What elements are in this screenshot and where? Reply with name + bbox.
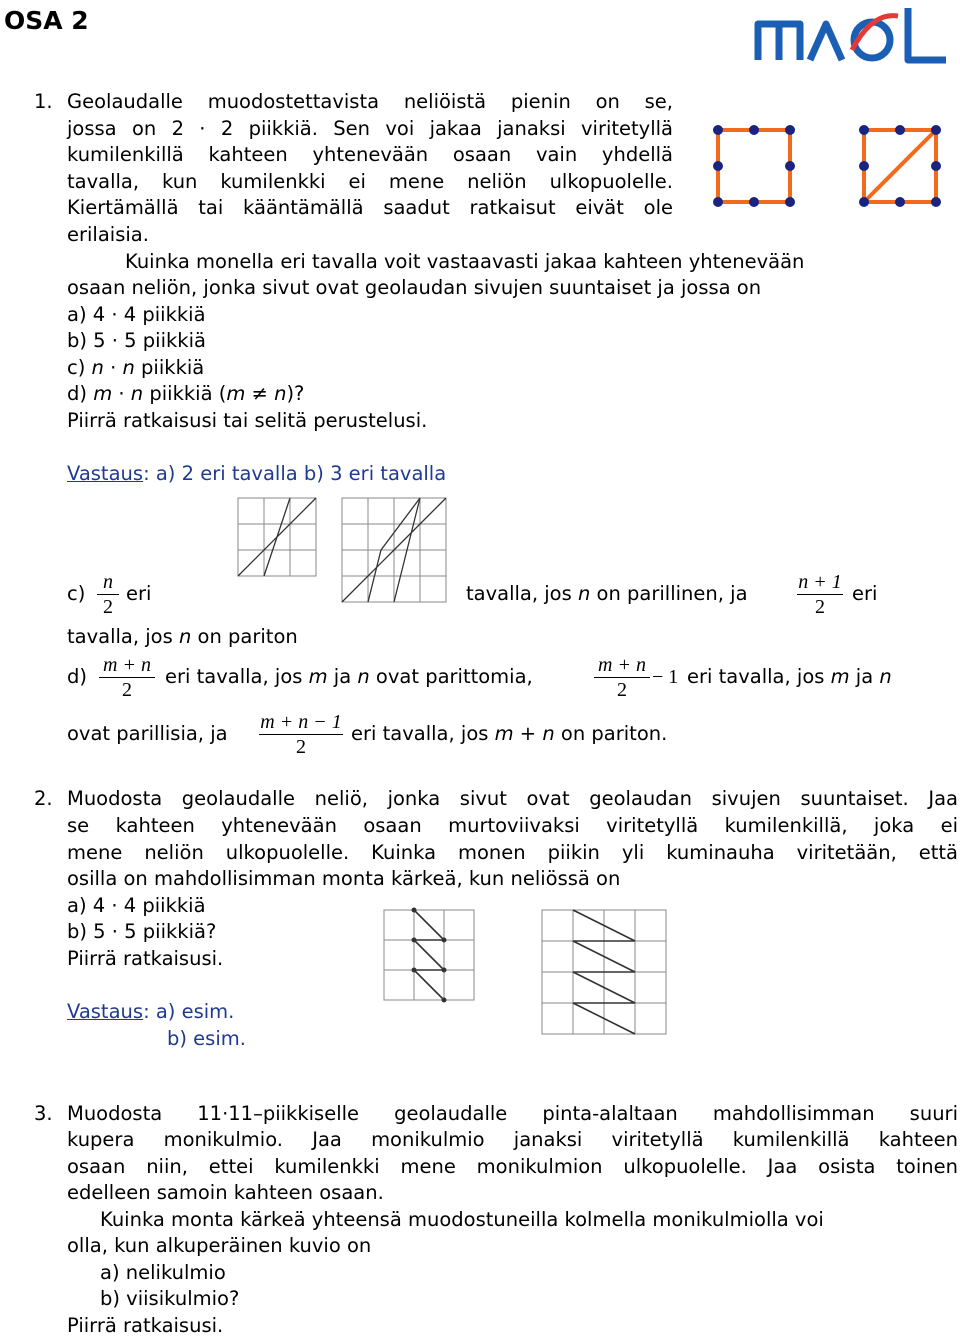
p3-question: Kuinka monta kärkeä yhteensä muodostuneilla kolmella monikulmiolla voi — [100, 1208, 824, 1231]
p3-option-a: a) nelikulmio — [100, 1261, 226, 1284]
p1-c-text: eri — [852, 582, 878, 605]
p1-d-text: eri tavalla, jos m ja n ovat parittomia, — [165, 665, 533, 688]
p3-line: osaan niin, ettei kumilenkki mene monikulmion ulkopuolelle. Jaa osista toinen — [67, 1155, 958, 1178]
p1-d-label: d) — [67, 665, 87, 688]
fraction-d1: m + n 2 — [99, 654, 155, 701]
fraction-c1: n 2 — [97, 571, 119, 618]
p1-d-text: eri tavalla, jos m ja n — [687, 665, 892, 688]
p3-question: olla, kun alkuperäinen kuvio on — [67, 1234, 372, 1257]
p2-line: osilla on mahdollisimman monta kärkeä, kun neliössä on — [67, 867, 621, 890]
p1-instruction: Piirrä ratkaisusi tai selitä perustelusi. — [67, 409, 428, 432]
p3-option-b: b) viisikulmio? — [100, 1287, 240, 1310]
fraction-c2: n + 1 2 — [798, 571, 842, 618]
p3-line: kupera monikulmio. Jaa monikulmio janaksi viritetyllä kumilenkillä kahteen — [67, 1128, 958, 1151]
p2-option-a: a) 4 · 4 piikkiä — [67, 894, 206, 917]
p1-answer: Vastaus: a) 2 eri tavalla b) 3 eri tavalla — [67, 462, 447, 485]
problem-number-1: 1. — [34, 90, 53, 113]
p1-d-text: eri tavalla, jos m + n on pariton. — [351, 722, 668, 745]
answer-grids-1 — [232, 492, 454, 604]
p2-answer: Vastaus: a) esim. — [67, 1000, 235, 1023]
p2-answer-b: b) esim. — [167, 1027, 246, 1050]
p2-line: mene neliön ulkopuolelle. Kuinka monen piikin yli kuminauha viritetään, että — [67, 841, 958, 864]
problem-number-3: 3. — [34, 1102, 53, 1125]
p1-line: jossa on 2 · 2 piikkiä. Sen voi jakaa janaksi viritetyllä — [67, 117, 673, 140]
p1-option-a: a) 4 · 4 piikkiä — [67, 303, 206, 326]
p1-c-text: tavalla, jos n on pariton — [67, 625, 298, 648]
p3-line: edelleen samoin kahteen osaan. — [67, 1181, 384, 1204]
answer-grids-2 — [378, 904, 674, 1036]
p1-c-label: c) — [67, 582, 86, 605]
p2-option-b: b) 5 · 5 piikkiä? — [67, 920, 217, 943]
p1-line: Kiertämällä tai kääntämällä saadut ratkaisut eivät ole — [67, 196, 673, 219]
problem-number-2: 2. — [34, 787, 53, 810]
p1-line: kumilenkillä kahteen yhtenevään osaan vain yhdellä — [67, 143, 673, 166]
p1-d-minus: − 1 — [652, 666, 679, 688]
p1-line: Geolaudalle muodostettavista neliöistä pienin on se, — [67, 90, 673, 113]
geoboard-figures — [708, 120, 948, 216]
p1-option-c: c) n · n piikkiä — [67, 356, 205, 379]
p1-question: osaan neliön, jonka sivut ovat geolaudan sivujen suuntaiset ja jossa on — [67, 276, 762, 299]
p1-line: erilaisia. — [67, 223, 149, 246]
p2-line: se kahteen yhtenevään osaan murtoviivaksi viritetyllä kumilenkillä, joka ei — [67, 814, 958, 837]
p2-line: Muodosta geolaudalle neliö, jonka sivut ovat geolaudan sivujen suuntaiset. Jaa — [67, 787, 958, 810]
page-title: OSA 2 — [4, 6, 89, 35]
p1-option-b: b) 5 · 5 piikkiä — [67, 329, 206, 352]
p1-question: Kuinka monella eri tavalla voit vastaavasti jakaa kahteen yhtenevään — [125, 250, 805, 273]
maol-logo — [752, 2, 952, 66]
p1-c-text: tavalla, jos n on parillinen, ja — [466, 582, 748, 605]
p3-line: Muodosta 11·11–piikkiselle geolaudalle pinta-alaltaan mahdollisimman suuri — [67, 1102, 958, 1125]
p2-instruction: Piirrä ratkaisusi. — [67, 947, 224, 970]
p1-option-d: d) m · n piikkiä (m ≠ n)? — [67, 382, 305, 405]
p1-c-text: eri — [126, 582, 152, 605]
p1-line: tavalla, kun kumilenkki ei mene neliön ulkopuolelle. — [67, 170, 673, 193]
p3-instruction: Piirrä ratkaisusi. — [67, 1314, 224, 1337]
fraction-d2: m + n 2 — [594, 654, 650, 701]
p1-d-text: ovat parillisia, ja — [67, 722, 228, 745]
fraction-d3: m + n − 1 2 — [260, 711, 342, 758]
